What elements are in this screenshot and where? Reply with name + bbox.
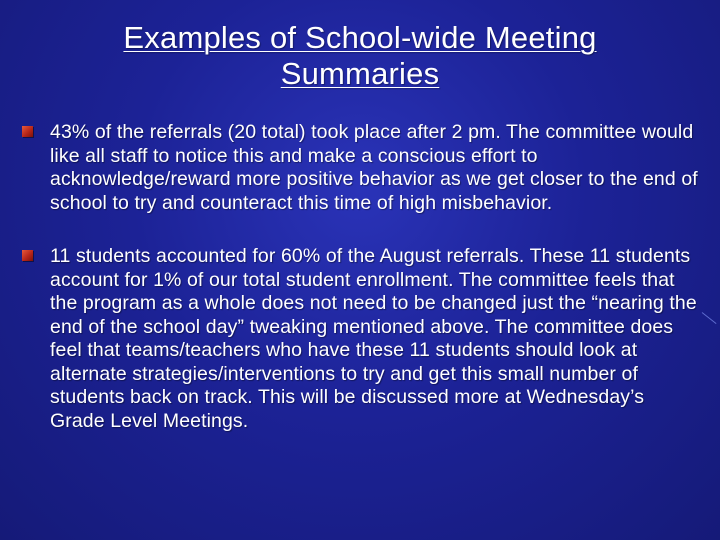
bullet-list	[22, 121, 698, 433]
bullet-item	[22, 245, 698, 433]
bullet-text: 43% of the referrals (20 total) took place after 2 pm. The committee would like all staff to notice this and make a conscious effort to acknowledge/reward more positive behavior as we get closer to the end of school to try and counteract this time of high misbehavior.	[50, 121, 698, 214]
slide-title	[40, 20, 680, 92]
square-bullet-icon	[22, 250, 33, 261]
slide-title-line-2: Summaries	[280, 56, 440, 91]
slide-title-line-1: Examples of School-wide Meeting	[123, 20, 597, 55]
square-bullet-icon	[22, 126, 33, 137]
bullet-item	[22, 121, 698, 215]
decorative-line	[702, 312, 717, 324]
bullet-text: 11 students accounted for 60% of the August referrals. These 11 students account for 1% of our total student enrollment. The committee feels that the program as a whole does not need to be changed just the “nearing the end of the school day” tweaking mentioned above. The committee does feel that teams/teachers who have these 11 students should look at alternate strategies/interventions to try and get this small number of students back on track. This will be discussed more at Wednesday’s Grade Level Meetings.	[50, 245, 697, 432]
